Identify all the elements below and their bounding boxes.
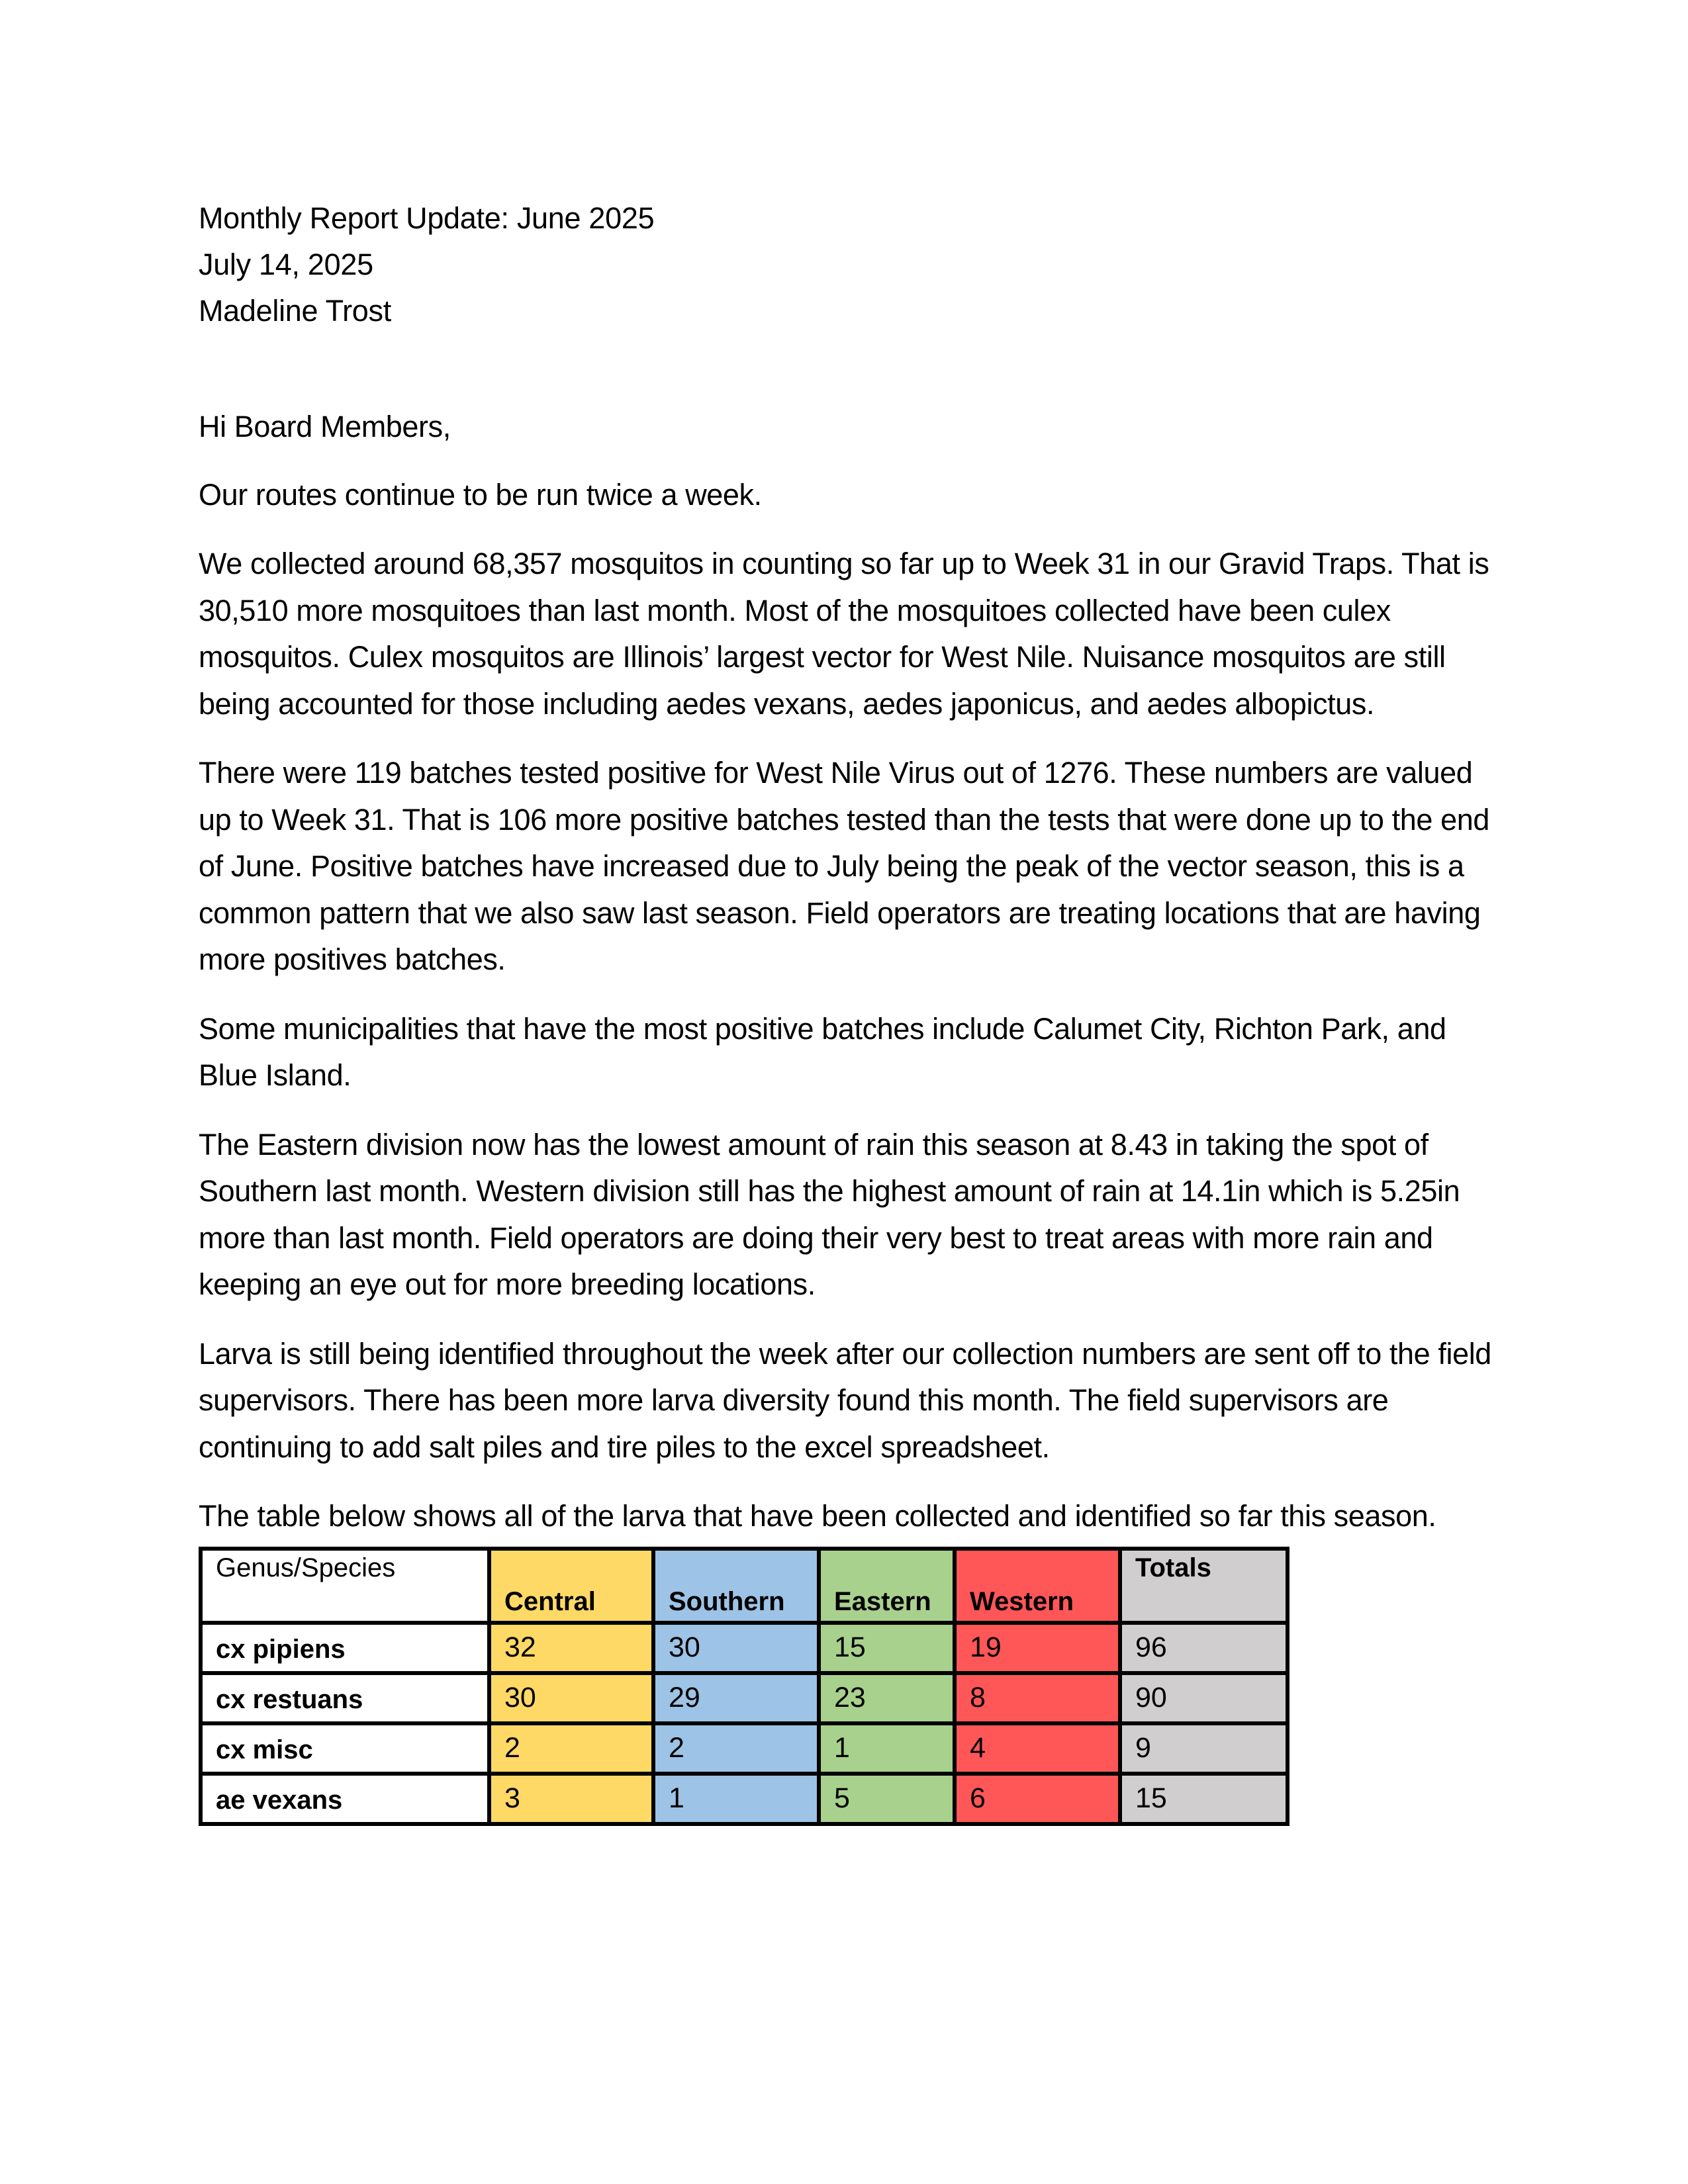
total-cell: 90 [1120, 1673, 1288, 1723]
species-cell: cx pipiens [201, 1623, 489, 1673]
header-southern: Southern [653, 1549, 819, 1623]
header-eastern: Eastern [819, 1549, 955, 1623]
count-cell: 15 [819, 1623, 955, 1673]
count-cell: 30 [653, 1623, 819, 1673]
table-row [201, 1623, 1288, 1673]
paragraph-west-nile: There were 119 batches tested positive for West Nile Virus out of 1276. These numbers are valued up to Week 31. That is 106 more positive batches tested than the tests that were done up to the end of June. Positive batches have increased due to July being the peak of the vector season, this is a common pattern that we also saw last season. Field operators are treating locations that are having more positives batches. [199, 756, 1490, 976]
header-genus-species: Genus/Species [201, 1549, 489, 1623]
count-cell: 1 [653, 1774, 819, 1824]
count-cell: 2 [653, 1723, 819, 1774]
paragraph-routes: Our routes continue to be run twice a week. [199, 477, 762, 512]
table-row [201, 1673, 1288, 1723]
report-author: Madeline Trost [199, 294, 391, 328]
count-cell: 3 [489, 1774, 653, 1824]
paragraph-municipalities: Some municipalities that have the most positive batches include Calumet City, Richton Park, and Blue Island. [199, 1011, 1446, 1092]
count-cell: 6 [955, 1774, 1120, 1824]
paragraph-larva: Larva is still being identified throughout the week after our collection numbers are sent off to the field supervisors. There has been more larva diversity found this month. The field supervisors are continuing to add salt piles and tire piles to the excel spreadsheet. [199, 1336, 1491, 1464]
species-cell: cx misc [201, 1723, 489, 1774]
table-row [201, 1723, 1288, 1774]
document-page [199, 195, 1496, 1826]
species-cell: cx restuans [201, 1673, 489, 1723]
total-cell: 9 [1120, 1723, 1288, 1774]
count-cell: 19 [955, 1623, 1120, 1673]
paragraph-table-intro: The table below shows all of the larva that have been collected and identified so far this season. [199, 1499, 1436, 1533]
total-cell: 96 [1120, 1623, 1288, 1673]
count-cell: 30 [489, 1673, 653, 1723]
count-cell: 4 [955, 1723, 1120, 1774]
header-totals: Totals [1120, 1549, 1288, 1623]
larva-table [199, 1547, 1289, 1826]
count-cell: 23 [819, 1673, 955, 1723]
table-header-row [201, 1549, 1288, 1623]
count-cell: 32 [489, 1623, 653, 1673]
species-cell: ae vexans [201, 1774, 489, 1824]
paragraph-collection: We collected around 68,357 mosquitos in counting so far up to Week 31 in our Gravid Traps. That is 30,510 more mosquitoes than last month. Most of the mosquitoes collected have been culex mosquitos. Culex mosquitos are Illinois’ largest vector for West Nile. Nuisance mosquitos are still being accounted for those including aedes vexans, aedes japonicus, and aedes albopictus. [199, 547, 1489, 721]
count-cell: 2 [489, 1723, 653, 1774]
count-cell: 1 [819, 1723, 955, 1774]
paragraph-rain: The Eastern division now has the lowest amount of rain this season at 8.43 in taking the spot of Southern last month. Western division still has the highest amount of rain at 14.1in which is 5.25in more than last month. Field operators are doing their very best to treat areas with more rain and keeping an eye out for more breeding locations. [199, 1127, 1460, 1301]
report-title: Monthly Report Update: June 2025 [199, 201, 655, 235]
count-cell: 5 [819, 1774, 955, 1824]
total-cell: 15 [1120, 1774, 1288, 1824]
greeting: Hi Board Members, [199, 410, 451, 443]
table-row [201, 1774, 1288, 1824]
header-central: Central [489, 1549, 653, 1623]
count-cell: 29 [653, 1673, 819, 1723]
header-western: Western [955, 1549, 1120, 1623]
count-cell: 8 [955, 1673, 1120, 1723]
report-date: July 14, 2025 [199, 248, 373, 281]
